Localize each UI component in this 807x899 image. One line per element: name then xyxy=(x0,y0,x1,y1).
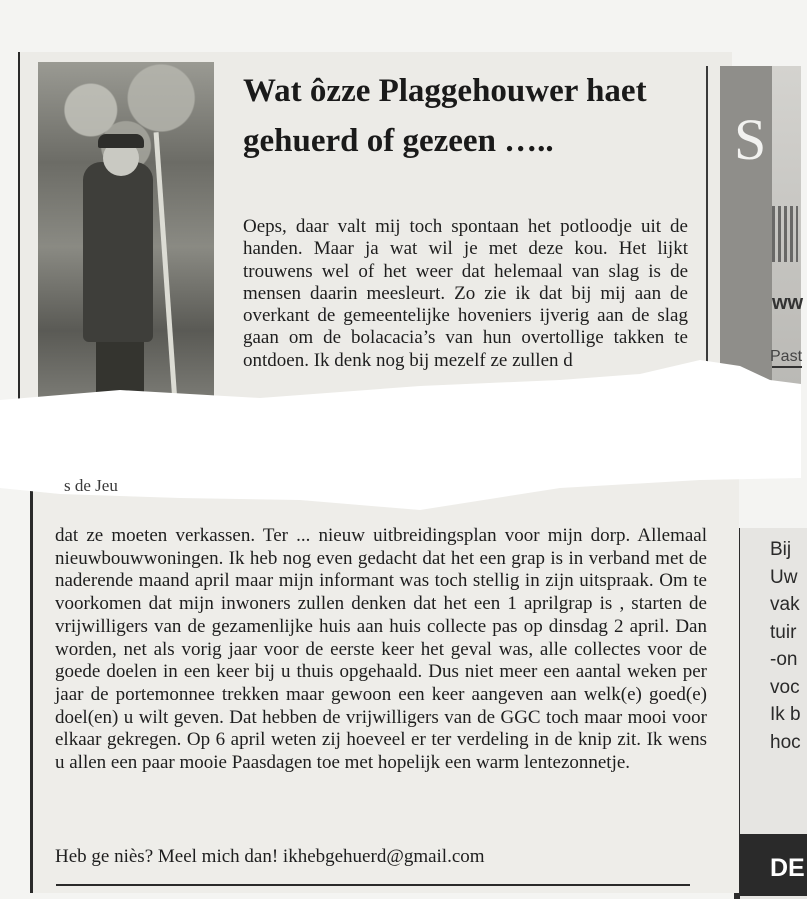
side-scrap-word: voc xyxy=(770,676,800,698)
side-scrap-word: hoc xyxy=(770,731,801,753)
side-scrap-emblem-icon xyxy=(772,206,798,262)
side-scrap-top xyxy=(720,66,804,396)
article-intro-paragraph: Oeps, daar valt mij toch spontaan het potloodje uit de handen. Maar ja wat wil je met deze kou. Het lijkt trouwens wel of het weer dat helemaal van slag is de mensen daarin meesleurt. Zo zie ik dat bij mij aan de overkant de gemeentelijke hoveniers ijverig aan de slag gaan om de bolacacia’s van hun overtollige takken te ontdoen. Ik denk nog bij mezelf ze zullen d xyxy=(243,216,688,371)
side-scrap-word: -on xyxy=(770,649,798,670)
photo-man-body xyxy=(83,162,153,342)
side-scrap-small-text: Past xyxy=(770,348,803,365)
side-scrap-letter: S xyxy=(734,107,767,172)
article-body-text xyxy=(55,525,707,775)
article-headline: Wat ôzze Plaggehouwer haet gehuerd of gezeen ….. xyxy=(243,73,647,159)
side-scrap-word: tuir xyxy=(770,621,797,643)
side-scrap-word: Bij xyxy=(770,539,792,560)
side-scrap-heading: DE xyxy=(770,854,805,882)
side-scrap-bottom xyxy=(734,528,807,899)
torn-text-fragment: s de Jeu xyxy=(64,476,118,495)
bottom-rule xyxy=(56,884,690,886)
photo-man-cap xyxy=(98,134,144,148)
side-scrap-word: vak xyxy=(770,594,800,615)
column-rule xyxy=(706,66,708,396)
side-scrap-word: Ik b xyxy=(770,704,801,725)
article-contact-line: Heb ge niès? Meel mich dan! ikhebgehuerd@gmail.com xyxy=(55,846,485,867)
side-scrap-words xyxy=(770,536,801,756)
article-body-paragraph: dat ze moeten verkassen. Ter ... nieuw uitbreidingsplan voor mijn dorp. Allemaal nieuwbouwwoningen. Ik heb nog even gedacht dat het een grap is in verband met de naderende maand april maar mijn informant was toch stellig in zijn uitspraak. Om te voorkomen dat mijn inwoners zullen denken dat het een 1 aprilgrap is , starten de vrijwilligers van de gezamenlijke huis aan huis collecte pas op dinsdag 2 april. Dan worden, net als vorig jaar voor de eerste keer het geval was, alle collectes voor de goede doelen in een keer bij u thuis opgehaald. Dus niet meer een aantal weken per jaar de portemonnee trekken maar gewoon een keer aangeven aan welk(e) goed(e) doel(en) u wilt geven. Dat hebben de vrijwilligers van de GGC toch maar mooi voor elkaar gekregen. Op 6 april weten zij hoeveel er ter verdeling in de knip zit. Ik wens u allen een paar mooie Paasdagen toe met hopelijk een warm lentezonnetje. xyxy=(55,525,707,774)
torn-paper-gap xyxy=(0,360,801,510)
side-scrap-word: Uw xyxy=(770,566,798,588)
side-scrap-web: ww xyxy=(772,292,804,314)
columnist-photo xyxy=(38,62,214,398)
